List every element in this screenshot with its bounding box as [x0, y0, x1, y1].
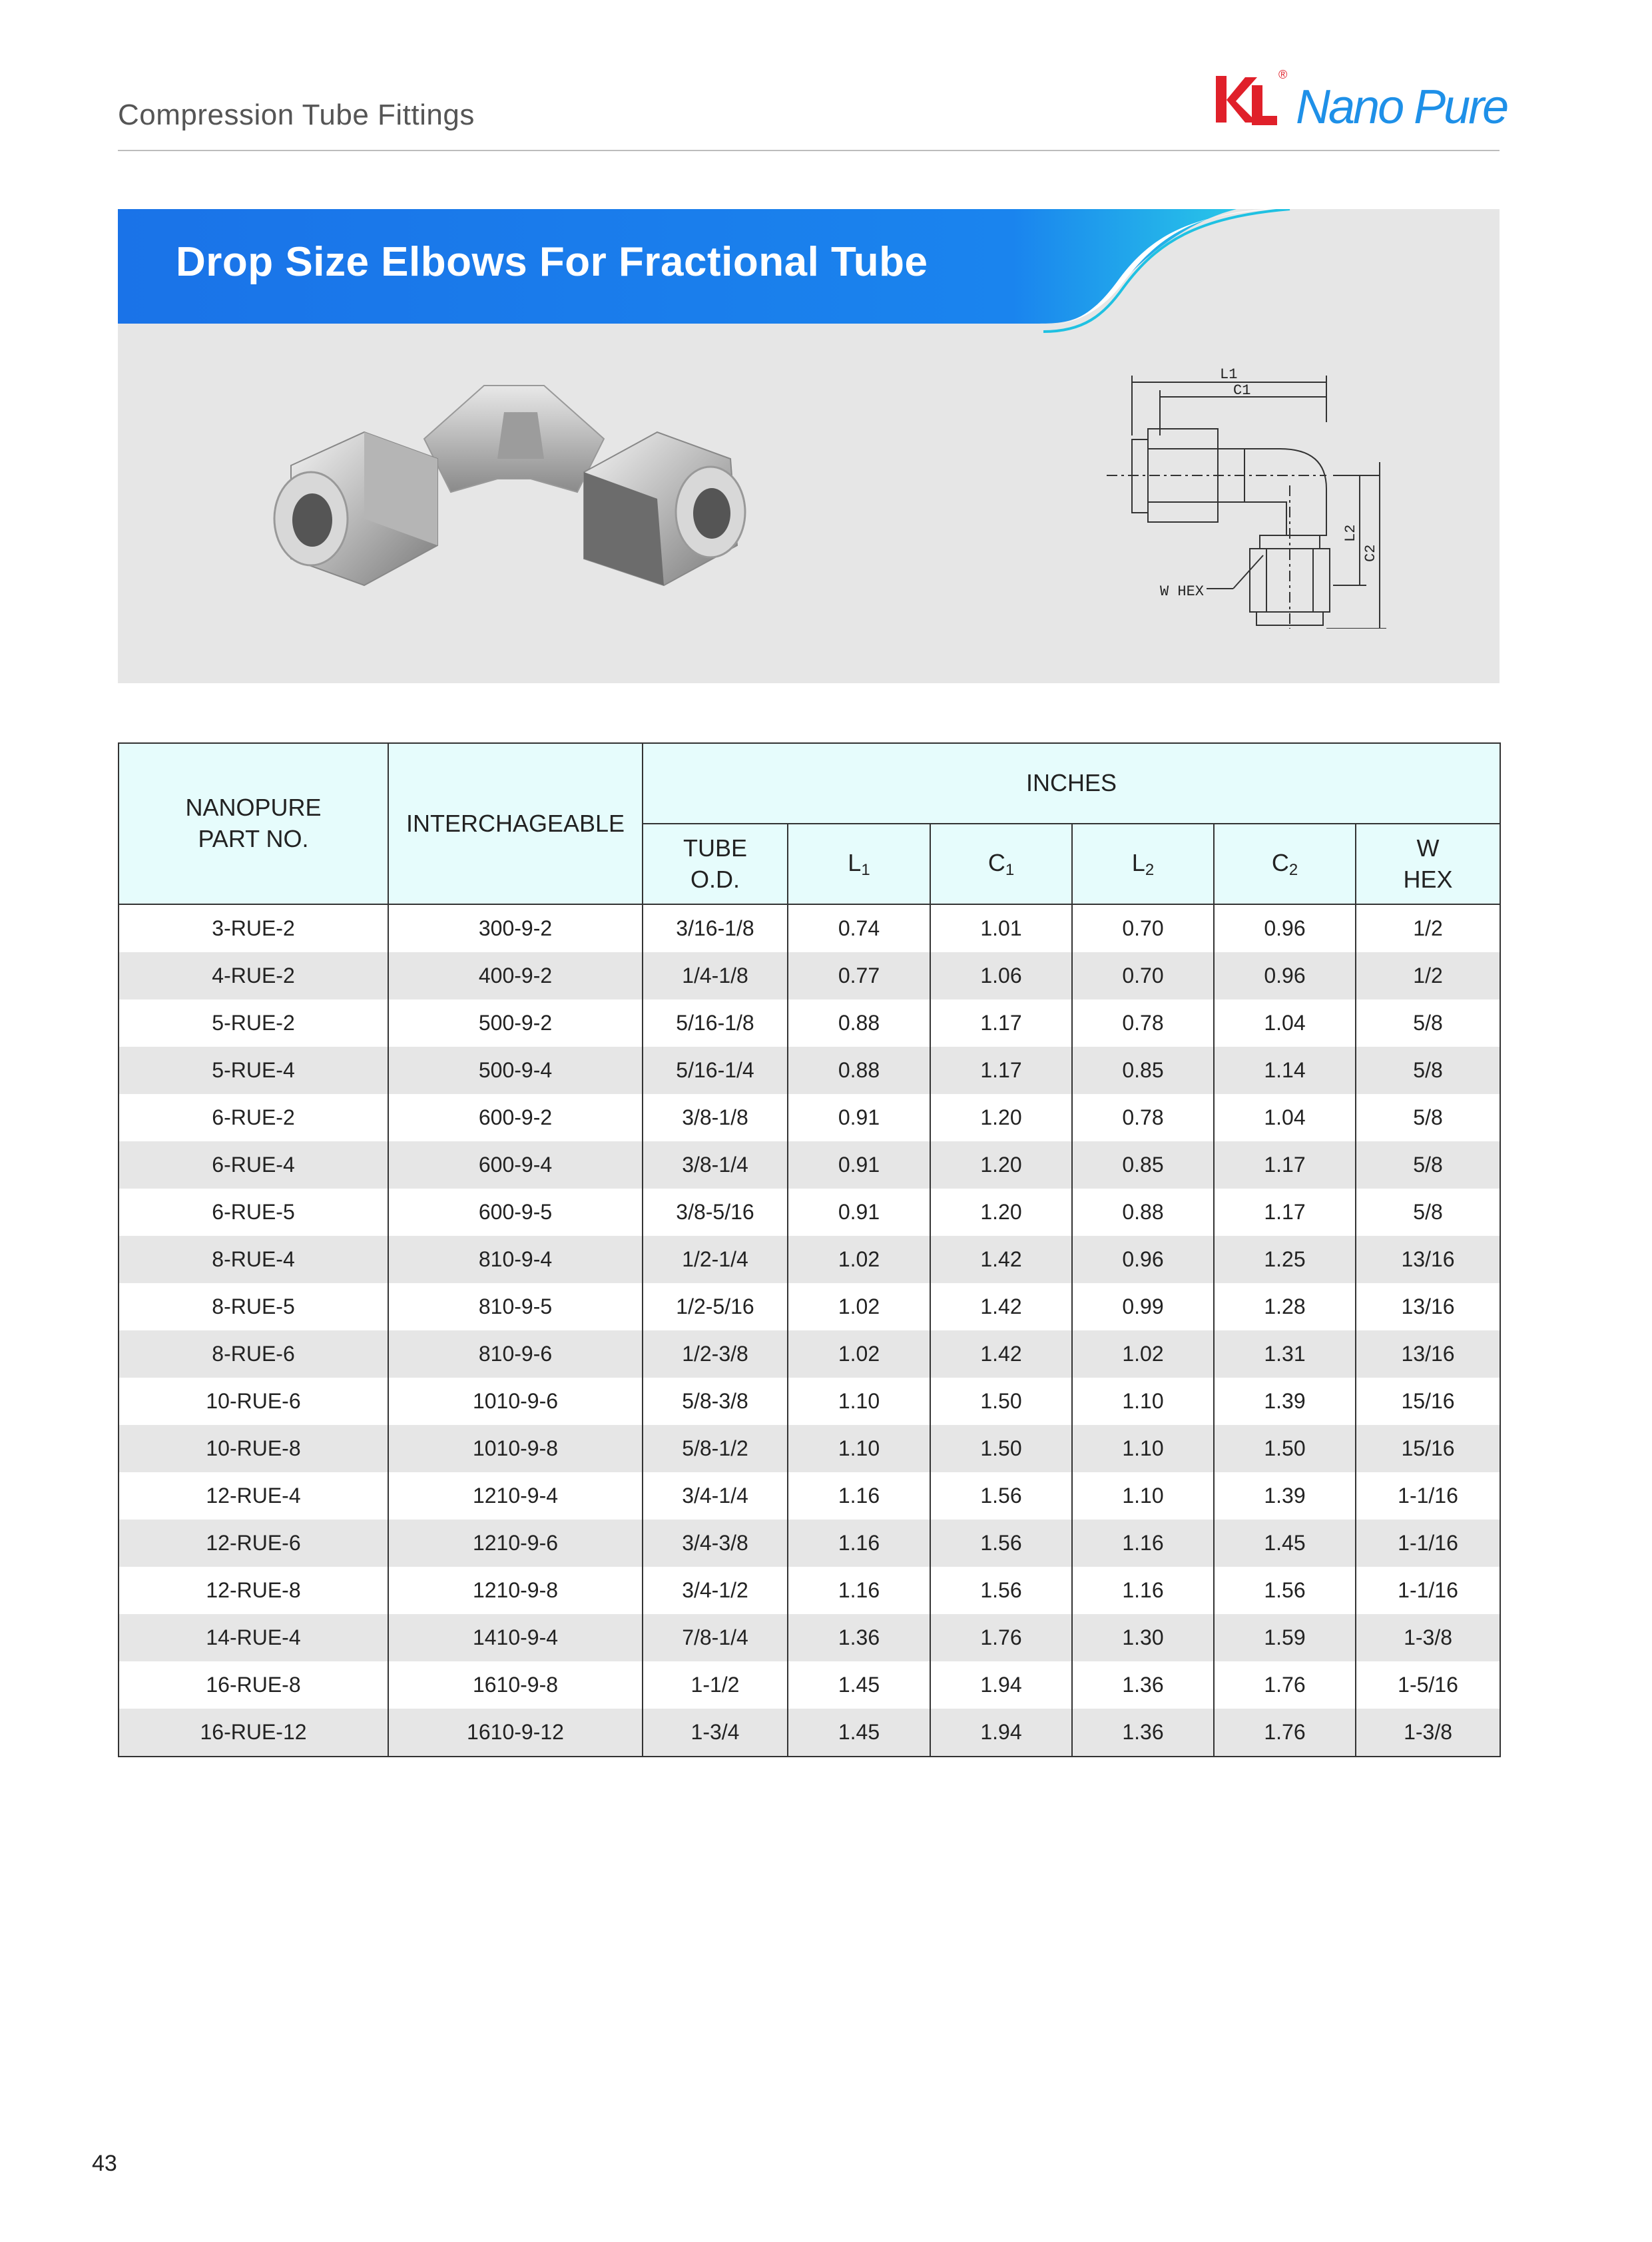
table-row — [119, 1141, 1500, 1189]
elbow-fitting-photo — [264, 359, 784, 639]
l1-cell: 1.02 — [788, 1283, 930, 1330]
w-hex-cell: 5/8 — [1356, 1047, 1500, 1094]
tube-od-cell: 3/8-1/4 — [643, 1141, 788, 1189]
l1-cell: 0.91 — [788, 1189, 930, 1236]
c2-cell: 1.17 — [1214, 1141, 1356, 1189]
c1-cell: 1.56 — [930, 1567, 1072, 1614]
c2-cell: 1.45 — [1214, 1520, 1356, 1567]
part-no-cell: 5-RUE-2 — [119, 999, 388, 1047]
header-part-no-line2: PART NO. — [198, 825, 309, 852]
header-c1-main: C — [987, 848, 1005, 876]
c1-cell: 1.42 — [930, 1283, 1072, 1330]
l1-cell: 0.88 — [788, 1047, 930, 1094]
c2-cell: 1.04 — [1214, 999, 1356, 1047]
part-no-cell: 8-RUE-5 — [119, 1283, 388, 1330]
l1-cell: 1.36 — [788, 1614, 930, 1661]
l2-cell: 1.36 — [1072, 1661, 1214, 1709]
c2-cell: 1.25 — [1214, 1236, 1356, 1283]
header-c1-subscript: 1 — [1005, 860, 1015, 879]
tube-od-cell: 5/8-3/8 — [643, 1378, 788, 1425]
l1-cell: 0.91 — [788, 1094, 930, 1141]
w-hex-cell: 1-1/16 — [1356, 1520, 1500, 1567]
tube-od-cell: 5/16-1/8 — [643, 999, 788, 1047]
c2-cell: 1.17 — [1214, 1189, 1356, 1236]
c2-cell: 1.50 — [1214, 1425, 1356, 1472]
part-no-cell: 12-RUE-6 — [119, 1520, 388, 1567]
interchangeable-cell: 810-9-4 — [388, 1236, 643, 1283]
tube-od-cell: 3/8-5/16 — [643, 1189, 788, 1236]
l2-cell: 0.78 — [1072, 1094, 1214, 1141]
c2-cell: 1.39 — [1214, 1472, 1356, 1520]
page-number: 43 — [92, 2151, 117, 2176]
table-row — [119, 904, 1500, 952]
w-hex-cell: 15/16 — [1356, 1425, 1500, 1472]
w-hex-cell: 1-5/16 — [1356, 1661, 1500, 1709]
c2-cell: 1.14 — [1214, 1047, 1356, 1094]
l2-cell: 0.88 — [1072, 1189, 1214, 1236]
part-no-cell: 10-RUE-6 — [119, 1378, 388, 1425]
tube-od-cell: 3/4-1/4 — [643, 1472, 788, 1520]
table-row — [119, 1330, 1500, 1378]
l2-cell: 0.70 — [1072, 952, 1214, 999]
part-no-cell: 4-RUE-2 — [119, 952, 388, 999]
l1-cell: 1.16 — [788, 1520, 930, 1567]
w-hex-cell: 1-1/16 — [1356, 1472, 1500, 1520]
header-c2-main: C — [1271, 848, 1289, 876]
c1-cell: 1.94 — [930, 1709, 1072, 1757]
interchangeable-cell: 1210-9-6 — [388, 1520, 643, 1567]
table-row — [119, 1047, 1500, 1094]
table-row — [119, 1709, 1500, 1757]
interchangeable-cell: 400-9-2 — [388, 952, 643, 999]
l1-cell: 0.74 — [788, 904, 930, 952]
w-hex-cell: 13/16 — [1356, 1236, 1500, 1283]
header-c1 — [930, 824, 1072, 904]
header-l1-subscript: 1 — [861, 860, 870, 879]
c2-cell: 1.76 — [1214, 1709, 1356, 1757]
drawing-label-l1: L1 — [1220, 366, 1238, 383]
w-hex-cell: 5/8 — [1356, 1141, 1500, 1189]
brand-name: Nano Pure — [1296, 81, 1508, 134]
l1-cell: 1.16 — [788, 1472, 930, 1520]
c1-cell: 1.76 — [930, 1614, 1072, 1661]
c1-cell: 1.56 — [930, 1520, 1072, 1567]
l1-cell: 1.45 — [788, 1709, 930, 1757]
interchangeable-cell: 500-9-4 — [388, 1047, 643, 1094]
c2-cell: 1.31 — [1214, 1330, 1356, 1378]
c1-cell: 1.94 — [930, 1661, 1072, 1709]
part-no-cell: 8-RUE-6 — [119, 1330, 388, 1378]
kl-logo-mark-icon — [1213, 69, 1280, 136]
interchangeable-cell: 1210-9-4 — [388, 1472, 643, 1520]
c1-cell: 1.42 — [930, 1330, 1072, 1378]
header-c2 — [1214, 824, 1356, 904]
header-interchangeable: INTERCHAGEABLE — [388, 743, 643, 904]
part-no-cell: 16-RUE-8 — [119, 1661, 388, 1709]
c1-cell: 1.17 — [930, 1047, 1072, 1094]
l1-cell: 1.10 — [788, 1425, 930, 1472]
header-l1-main: L — [848, 848, 862, 876]
c1-cell: 1.06 — [930, 952, 1072, 999]
tube-od-cell: 5/8-1/2 — [643, 1425, 788, 1472]
interchangeable-cell: 810-9-5 — [388, 1283, 643, 1330]
part-no-cell: 10-RUE-8 — [119, 1425, 388, 1472]
interchangeable-cell: 1410-9-4 — [388, 1614, 643, 1661]
table-row — [119, 1472, 1500, 1520]
table-body — [119, 904, 1500, 1757]
interchangeable-cell: 1210-9-8 — [388, 1567, 643, 1614]
l2-cell: 0.96 — [1072, 1236, 1214, 1283]
tube-od-cell: 3/8-1/8 — [643, 1094, 788, 1141]
interchangeable-cell: 1010-9-6 — [388, 1378, 643, 1425]
l2-cell: 1.10 — [1072, 1472, 1214, 1520]
header-w-hex-line2: HEX — [1403, 865, 1453, 893]
header-part-no-line1: NANOPURE — [185, 794, 322, 822]
c1-cell: 1.20 — [930, 1189, 1072, 1236]
l1-cell: 1.10 — [788, 1378, 930, 1425]
l2-cell: 1.16 — [1072, 1567, 1214, 1614]
product-banner — [118, 209, 1500, 683]
l2-cell: 1.02 — [1072, 1330, 1214, 1378]
c1-cell: 1.20 — [930, 1094, 1072, 1141]
interchangeable-cell: 1610-9-12 — [388, 1709, 643, 1757]
dimension-drawing — [1107, 349, 1413, 629]
part-no-cell: 14-RUE-4 — [119, 1614, 388, 1661]
c1-cell: 1.42 — [930, 1236, 1072, 1283]
l1-cell: 0.88 — [788, 999, 930, 1047]
interchangeable-cell: 500-9-2 — [388, 999, 643, 1047]
l1-cell: 0.91 — [788, 1141, 930, 1189]
page-header-title: Compression Tube Fittings — [118, 99, 475, 131]
drawing-label-c1: C1 — [1233, 382, 1251, 399]
header-tube-od-line2: O.D. — [690, 865, 740, 893]
table-row — [119, 1378, 1500, 1425]
table-row — [119, 1236, 1500, 1283]
tube-od-cell: 1/2-5/16 — [643, 1283, 788, 1330]
l1-cell: 1.02 — [788, 1236, 930, 1283]
table-row — [119, 999, 1500, 1047]
drawing-label-c2: C2 — [1362, 544, 1379, 562]
table-row — [119, 952, 1500, 999]
l1-cell: 0.77 — [788, 952, 930, 999]
tube-od-cell: 5/16-1/4 — [643, 1047, 788, 1094]
l2-cell: 1.30 — [1072, 1614, 1214, 1661]
l2-cell: 0.85 — [1072, 1141, 1214, 1189]
l2-cell: 1.16 — [1072, 1520, 1214, 1567]
header-c2-subscript: 2 — [1288, 860, 1298, 879]
header-part-no — [119, 743, 388, 904]
w-hex-cell: 1/2 — [1356, 904, 1500, 952]
l2-cell: 0.70 — [1072, 904, 1214, 952]
c2-cell: 1.59 — [1214, 1614, 1356, 1661]
header-tube-od — [643, 824, 788, 904]
tube-od-cell: 3/16-1/8 — [643, 904, 788, 952]
tube-od-cell: 1-1/2 — [643, 1661, 788, 1709]
w-hex-cell: 13/16 — [1356, 1330, 1500, 1378]
table-row — [119, 1094, 1500, 1141]
interchangeable-cell: 1610-9-8 — [388, 1661, 643, 1709]
w-hex-cell: 1-1/16 — [1356, 1567, 1500, 1614]
header-w-hex — [1356, 824, 1500, 904]
table-row — [119, 1661, 1500, 1709]
w-hex-cell: 1/2 — [1356, 952, 1500, 999]
banner-title: Drop Size Elbows For Fractional Tube — [176, 239, 928, 285]
drawing-label-l2: L2 — [1342, 524, 1359, 542]
c1-cell: 1.20 — [930, 1141, 1072, 1189]
tube-od-cell: 3/4-1/2 — [643, 1567, 788, 1614]
header-l2-main: L — [1131, 848, 1145, 876]
nanopure-logo — [1213, 65, 1506, 139]
table-row — [119, 1189, 1500, 1236]
l2-cell: 0.78 — [1072, 999, 1214, 1047]
w-hex-cell: 1-3/8 — [1356, 1614, 1500, 1661]
c1-cell: 1.01 — [930, 904, 1072, 952]
interchangeable-cell: 1010-9-8 — [388, 1425, 643, 1472]
header-l1 — [788, 824, 930, 904]
c2-cell: 1.56 — [1214, 1567, 1356, 1614]
table-row — [119, 1520, 1500, 1567]
drawing-label-w-hex: W HEX — [1160, 583, 1205, 600]
w-hex-cell: 13/16 — [1356, 1283, 1500, 1330]
w-hex-cell: 5/8 — [1356, 1189, 1500, 1236]
l2-cell: 1.36 — [1072, 1709, 1214, 1757]
dimensions-table — [118, 742, 1501, 1757]
w-hex-cell: 5/8 — [1356, 1094, 1500, 1141]
registered-mark: ® — [1278, 68, 1288, 81]
w-hex-cell: 1-3/8 — [1356, 1709, 1500, 1757]
tube-od-cell: 1-3/4 — [643, 1709, 788, 1757]
c1-cell: 1.50 — [930, 1425, 1072, 1472]
header-w-hex-line1: W — [1416, 834, 1440, 862]
c2-cell: 1.39 — [1214, 1378, 1356, 1425]
c2-cell: 1.76 — [1214, 1661, 1356, 1709]
interchangeable-cell: 600-9-2 — [388, 1094, 643, 1141]
table-row — [119, 1567, 1500, 1614]
tube-od-cell: 1/2-1/4 — [643, 1236, 788, 1283]
part-no-cell: 6-RUE-2 — [119, 1094, 388, 1141]
c2-cell: 1.04 — [1214, 1094, 1356, 1141]
l2-cell: 1.10 — [1072, 1425, 1214, 1472]
part-no-cell: 16-RUE-12 — [119, 1709, 388, 1757]
c2-cell: 0.96 — [1214, 904, 1356, 952]
w-hex-cell: 5/8 — [1356, 999, 1500, 1047]
interchangeable-cell: 600-9-5 — [388, 1189, 643, 1236]
part-no-cell: 6-RUE-4 — [119, 1141, 388, 1189]
w-hex-cell: 15/16 — [1356, 1378, 1500, 1425]
l1-cell: 1.45 — [788, 1661, 930, 1709]
tube-od-cell: 1/2-3/8 — [643, 1330, 788, 1378]
interchangeable-cell: 600-9-4 — [388, 1141, 643, 1189]
l1-cell: 1.16 — [788, 1567, 930, 1614]
interchangeable-cell: 810-9-6 — [388, 1330, 643, 1378]
tube-od-cell: 7/8-1/4 — [643, 1614, 788, 1661]
l2-cell: 0.99 — [1072, 1283, 1214, 1330]
table-row — [119, 1614, 1500, 1661]
header-l2 — [1072, 824, 1214, 904]
c1-cell: 1.17 — [930, 999, 1072, 1047]
l1-cell: 1.02 — [788, 1330, 930, 1378]
c1-cell: 1.50 — [930, 1378, 1072, 1425]
header-tube-od-line1: TUBE — [683, 834, 747, 862]
table-row — [119, 1283, 1500, 1330]
tube-od-cell: 1/4-1/8 — [643, 952, 788, 999]
part-no-cell: 8-RUE-4 — [119, 1236, 388, 1283]
c2-cell: 1.28 — [1214, 1283, 1356, 1330]
part-no-cell: 12-RUE-8 — [119, 1567, 388, 1614]
part-no-cell: 5-RUE-4 — [119, 1047, 388, 1094]
header-divider — [118, 150, 1500, 151]
header-inches: INCHES — [643, 743, 1500, 824]
tube-od-cell: 3/4-3/8 — [643, 1520, 788, 1567]
header-l2-subscript: 2 — [1145, 860, 1155, 879]
table-row — [119, 1425, 1500, 1472]
part-no-cell: 6-RUE-5 — [119, 1189, 388, 1236]
part-no-cell: 12-RUE-4 — [119, 1472, 388, 1520]
interchangeable-cell: 300-9-2 — [388, 904, 643, 952]
c1-cell: 1.56 — [930, 1472, 1072, 1520]
l2-cell: 1.10 — [1072, 1378, 1214, 1425]
part-no-cell: 3-RUE-2 — [119, 904, 388, 952]
l2-cell: 0.85 — [1072, 1047, 1214, 1094]
c2-cell: 0.96 — [1214, 952, 1356, 999]
